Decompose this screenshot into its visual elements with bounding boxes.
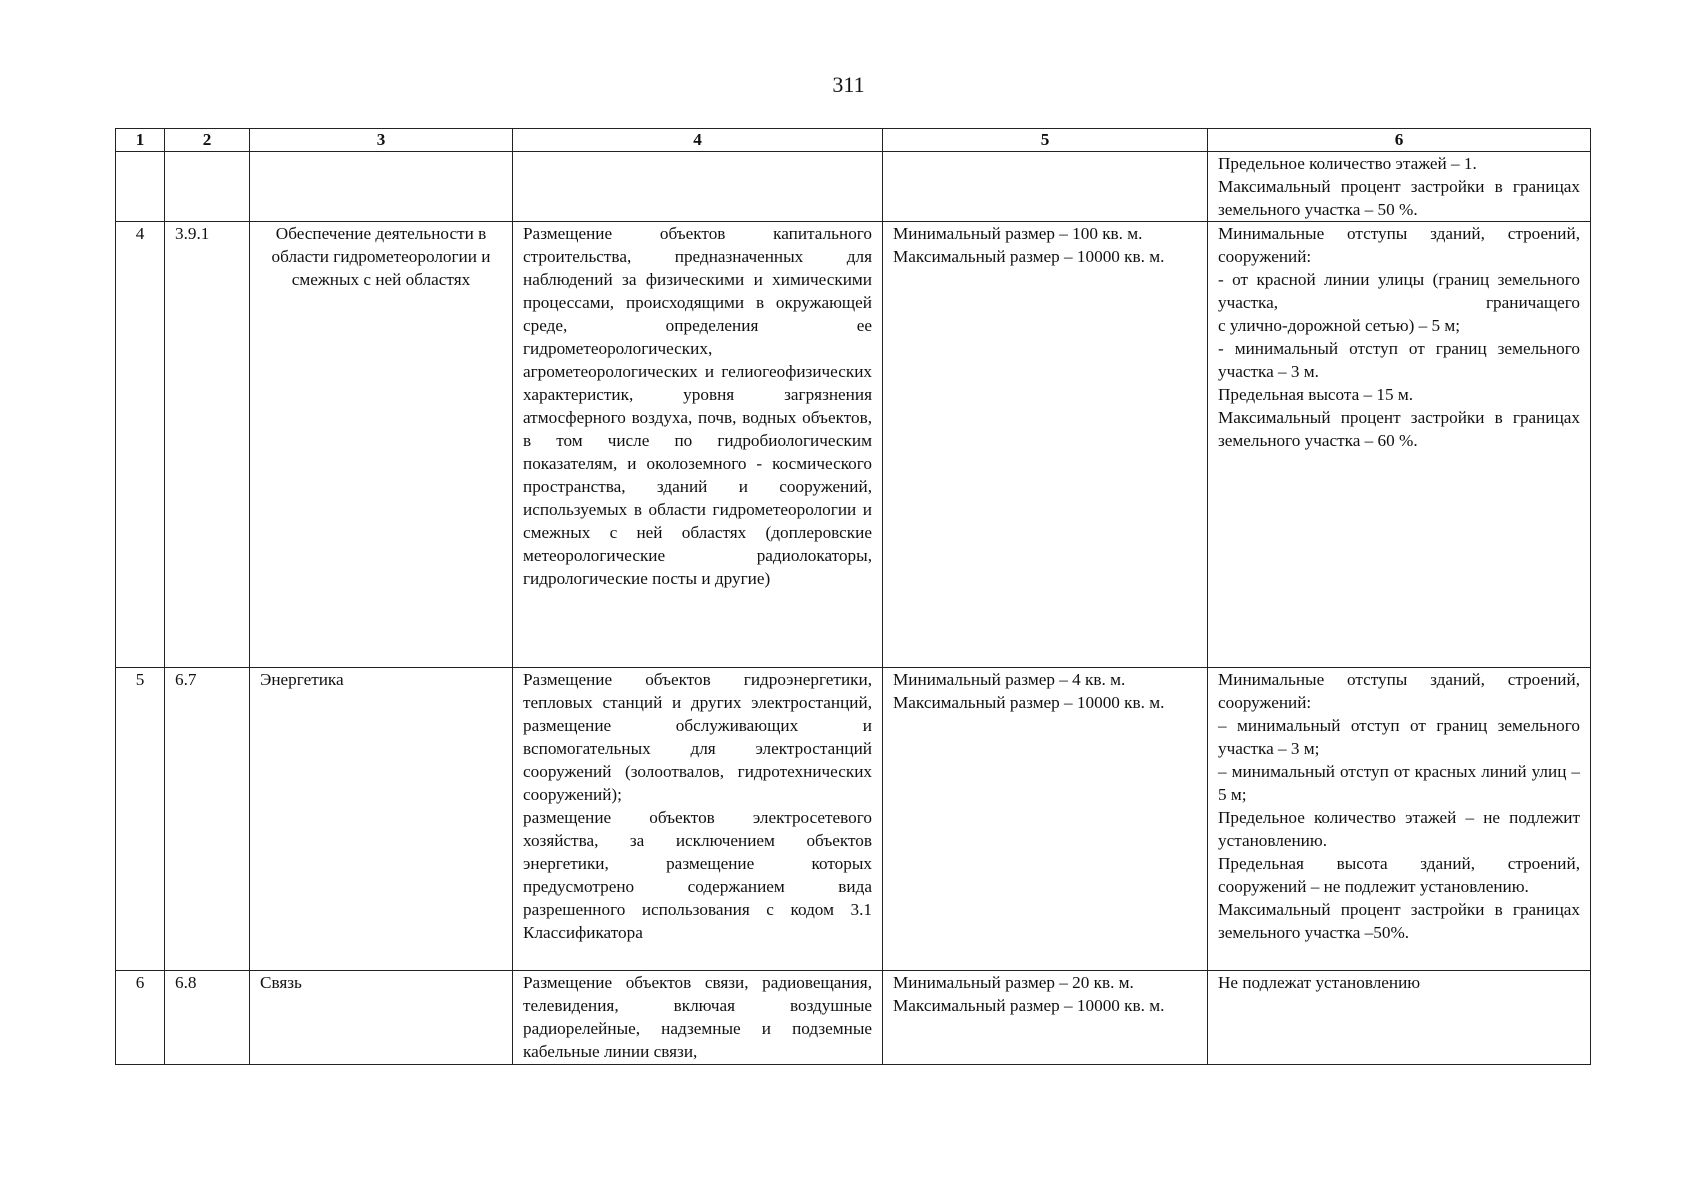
code-cell: 6.8 xyxy=(165,971,250,1065)
params-line: Максимальный процент застройки в границах земельного участка –50%. xyxy=(1218,900,1580,942)
params-line: – минимальный отступ от границ земельного участка – 3 м; xyxy=(1218,716,1580,758)
params-line: – минимальный отступ от красных линий улиц – 5 м; xyxy=(1218,762,1580,804)
params-line: Предельная высота – 15 м. xyxy=(1218,385,1414,404)
params-line: Минимальные отступы зданий, строений, сооружений: xyxy=(1218,224,1580,266)
size-line: Минимальный размер – 4 кв. м. xyxy=(893,670,1126,689)
row-number-cell: 5 xyxy=(116,668,165,971)
table-row xyxy=(116,668,1591,971)
size-line: Минимальный размер – 20 кв. м. xyxy=(893,973,1134,992)
params-line: Максимальный процент застройки в границах земельного участка – 60 %. xyxy=(1218,408,1580,450)
column-header-4: 4 xyxy=(513,129,883,152)
description-paragraph: размещение объектов электросетевого хозяйства, за исключением объектов энергетики, размещение которых предусмотрено содержанием вида разрешенного использования с кодом 3.1 Классификатора xyxy=(523,808,872,942)
description-cell xyxy=(513,971,883,1065)
size-line: Максимальный размер – 10000 кв. м. xyxy=(893,247,1165,266)
name-cell xyxy=(250,152,513,222)
description-paragraph: Размещение объектов гидроэнергетики, тепловых станций и других электростанций, размещение обслуживающих и вспомогательных для электростанций сооружений (золоотвалов, гидротехнических сооружений); xyxy=(523,670,872,804)
column-header-3: 3 xyxy=(250,129,513,152)
row-number-cell: 6 xyxy=(116,971,165,1065)
column-header-2: 2 xyxy=(165,129,250,152)
name-cell: Энергетика xyxy=(250,668,513,971)
description-paragraph: Размещение объектов связи, радиовещания, телевидения, включая воздушные радиорелейные, надземные и подземные кабельные линии связи, xyxy=(523,973,872,1061)
land-use-table xyxy=(115,128,1591,1065)
params-line: Максимальный процент застройки в границах земельного участка – 50 %. xyxy=(1218,177,1580,219)
params-cell xyxy=(1208,668,1591,971)
size-line: Максимальный размер – 10000 кв. м. xyxy=(893,693,1165,712)
description-cell xyxy=(513,152,883,222)
size-line: Минимальный размер – 100 кв. м. xyxy=(893,224,1143,243)
params-cell xyxy=(1208,152,1591,222)
params-cell xyxy=(1208,222,1591,668)
row-number-cell xyxy=(116,152,165,222)
table-row xyxy=(116,222,1591,668)
description-cell xyxy=(513,668,883,971)
size-cell xyxy=(883,668,1208,971)
params-cell xyxy=(1208,971,1591,1065)
code-cell: 3.9.1 xyxy=(165,222,250,668)
description-cell xyxy=(513,222,883,668)
code-cell: 6.7 xyxy=(165,668,250,971)
params-line: - от красной линии улицы (границ земельного участка, граничащего xyxy=(1218,270,1580,312)
params-line: с улично-дорожной сетью) – 5 м; xyxy=(1218,316,1461,335)
params-line: Минимальные отступы зданий, строений, сооружений: xyxy=(1218,670,1580,712)
name-cell: Связь xyxy=(250,971,513,1065)
page-number: 311 xyxy=(832,72,865,97)
name-cell: Обеспечение деятельности в области гидрометеорологии и смежных с ней областях xyxy=(250,222,513,668)
params-line: Предельное количество этажей – не подлежит установлению. xyxy=(1218,808,1580,850)
params-line: - минимальный отступ от границ земельного участка – 3 м. xyxy=(1218,339,1580,381)
column-header-5: 5 xyxy=(883,129,1208,152)
row-number-cell: 4 xyxy=(116,222,165,668)
column-header-1: 1 xyxy=(116,129,165,152)
size-cell xyxy=(883,152,1208,222)
table-header-row xyxy=(116,129,1591,152)
size-line: Максимальный размер – 10000 кв. м. xyxy=(893,996,1165,1015)
size-cell xyxy=(883,222,1208,668)
size-cell xyxy=(883,971,1208,1065)
code-cell xyxy=(165,152,250,222)
column-header-6: 6 xyxy=(1208,129,1591,152)
table-row xyxy=(116,971,1591,1065)
params-line: Предельная высота зданий, строений, сооружений – не подлежит установлению. xyxy=(1218,854,1580,896)
table-row xyxy=(116,152,1591,222)
params-line: Не подлежат установлению xyxy=(1218,973,1421,992)
params-line: Предельное количество этажей – 1. xyxy=(1218,154,1477,173)
description-paragraph: Размещение объектов капитального строительства, предназначенных для наблюдений за физическими и химическими процессами, происходящими в окружающей среде, определения ее гидрометеорологических, агрометеорологических и гелиогеофизических характеристик, уровня загрязнения атмосферного воздуха, почв, водных объектов, в том числе по гидробиологическим показателям, и околоземного - космического пространства, зданий и сооружений, используемых в области гидрометеорологии и смежных с ней областях (доплеровские метеорологические радиолокаторы, гидрологические посты и другие) xyxy=(523,224,872,588)
